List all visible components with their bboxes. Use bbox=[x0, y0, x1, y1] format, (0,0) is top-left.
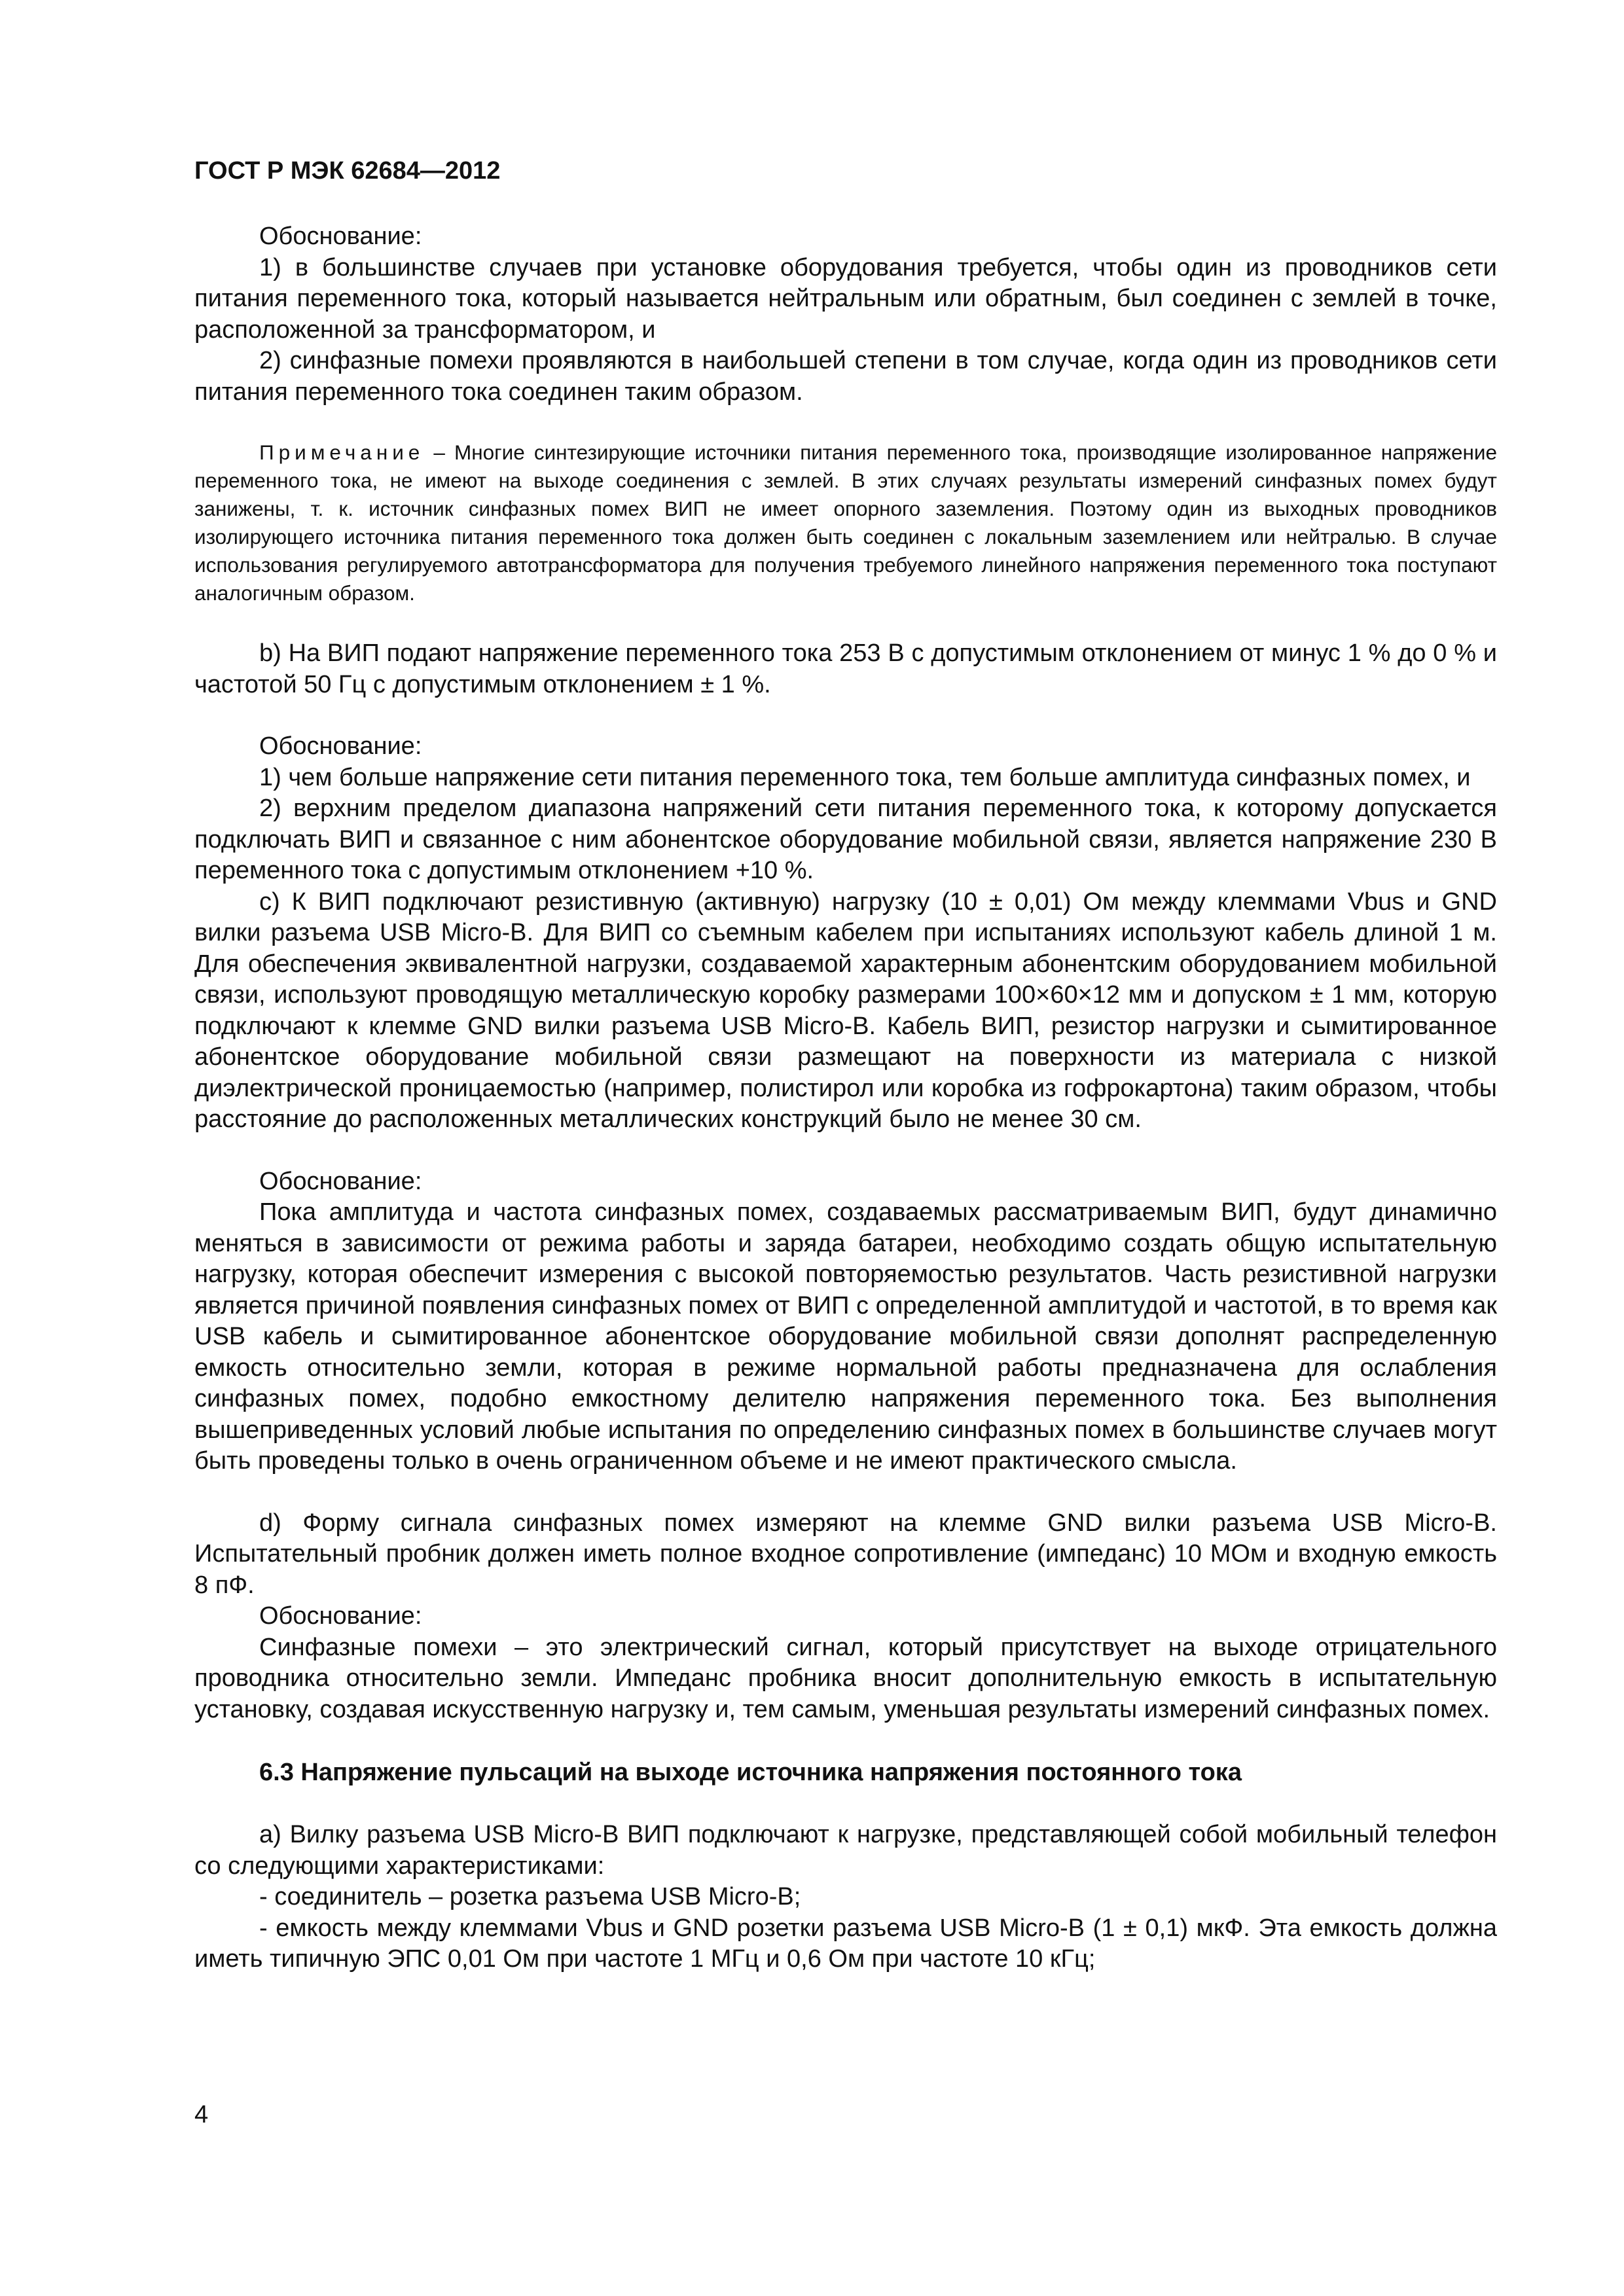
paragraph: Пока амплитуда и частота синфазных помех, создаваемых рассматриваемым ВИП, будут динамично меняться в зависимости от режима работы и заряда батареи, необходимо создать общую испытательную нагрузку, которая обеспечит измерения с высокой повторяемостью результатов. Часть резистивной нагрузки является причиной появления синфазных помех от ВИП с определенной амплитудой и частотой, в то время как USB кабель и сымитированное абонентское оборудование мобильной связи дополнят распределенную емкость относительно земли, которая в режиме нормальной работы предназначена для ослабления синфазных помех, подобно емкостному делителю напряжения переменного тока. Без выполнения вышеприведенных условий любые испытания по определению синфазных помех в большинстве случаев могут быть проведены только в очень ограниченном объеме и не имеют практического смысла. bbox=[194, 1198, 1497, 1475]
paragraph-item-d: d) Форму сигнала синфазных помех измеряют на клемме GND вилки разъема USB Micro-B. Испытательный пробник должен иметь полное входное сопротивление (импеданс) 10 МОм и входную емкость 8 пФ. bbox=[194, 1509, 1497, 1599]
paragraph-justification-1: Обоснование: bbox=[259, 223, 422, 250]
list-item: - соединитель – розетка разъема USB Micro-B; bbox=[259, 1883, 801, 1910]
paragraph: 1) в большинстве случаев при установке оборудования требуется, чтобы один из проводников сети питания переменного тока, который называется нейтральным или обратным, был соединен с землей в точке, расположенной за трансформатором, и bbox=[194, 253, 1497, 344]
document-page bbox=[194, 154, 1497, 1975]
paragraph: Синфазные помехи – это электрический сигнал, который присутствует на выходе отрицательного проводника относительно земли. Импеданс пробника вносит дополнительную емкость в испытательную установку, создавая искусственную нагрузку и, тем самым, уменьшая результаты измерений синфазных помех. bbox=[194, 1633, 1497, 1723]
note-paragraph bbox=[194, 439, 1497, 607]
page-number: 4 bbox=[194, 2101, 209, 2128]
note-text: – Многие синтезирующие источники питания переменного тока, производящие изолированное напряжение переменного тока, не имеют на выходе соединения с землей. В этих случаях результаты измерений синфазных помех будут занижены, т. к. источник синфазных помех ВИП не имеет опорного заземления. Поэтому один из выходных проводников изолирующего источника питания переменного тока должен быть соединен с локальным заземлением или нейтралью. В случае использования регулируемого автотрансформатора для получения требуемого линейного напряжения переменного тока поступают аналогичным образом. bbox=[194, 440, 1497, 605]
paragraph-justification-4: Обоснование: bbox=[259, 1602, 422, 1630]
paragraph-item-b: b) На ВИП подают напряжение переменного тока 253 В с допустимым отклонением от минус 1 % до 0 % и частотой 50 Гц с допустимым отклонением ± 1 %. bbox=[194, 639, 1497, 698]
section-heading-6-3: 6.3 Напряжение пульсаций на выходе источника напряжения постоянного тока bbox=[259, 1759, 1242, 1786]
paragraph-item-a: а) Вилку разъема USB Micro-B ВИП подключают к нагрузке, представляющей собой мобильный телефон со следующими характеристиками: bbox=[194, 1821, 1497, 1880]
paragraph: 1) чем больше напряжение сети питания переменного тока, тем больше амплитуда синфазных помех, и bbox=[259, 763, 1471, 791]
paragraph-justification-3: Обоснование: bbox=[259, 1167, 422, 1195]
note-label: Примечание bbox=[259, 440, 425, 464]
paragraph-item-c: с) К ВИП подключают резистивную (активную) нагрузку (10 ± 0,01) Ом между клеммами Vbus и GND вилки разъема USB Micro-B. Для ВИП со съемным кабелем при испытаниях используют кабель длиной 1 м. Для обеспечения эквивалентной нагрузки, создаваемой характерным абонентским оборудованием мобильной связи, используют проводящую металлическую коробку размерами 100×60×12 мм и допуском ± 1 мм, которую подключают к клемме GND вилки разъема USB Micro-B. Кабель ВИП, резистор нагрузки и сымитированное абонентское оборудование мобильной связи размещают на поверхности из материала с низкой диэлектрической проницаемостью (например, полистирол или коробка из гофрокартона) таким образом, чтобы расстояние до расположенных металлических конструкций было не менее 30 см. bbox=[194, 888, 1497, 1133]
list-item: - емкость между клеммами Vbus и GND розетки разъема USB Micro-B (1 ± 0,1) мкФ. Эта емкость должна иметь типичную ЭПС 0,01 Ом при частоте 1 МГц и 0,6 Ом при частоте 10 кГц; bbox=[194, 1914, 1497, 1973]
paragraph: 2) синфазные помехи проявляются в наибольшей степени в том случае, когда один из проводников сети питания переменного тока соединен таким образом. bbox=[194, 347, 1497, 406]
document-header: ГОСТ Р МЭК 62684—2012 bbox=[194, 157, 501, 185]
paragraph: 2) верхним пределом диапазона напряжений сети питания переменного тока, к которому допускается подключать ВИП и связанное с ним абонентское оборудование мобильной связи, является напряжение 230 В переменного тока с допустимым отклонением +10 %. bbox=[194, 795, 1497, 884]
paragraph-justification-2: Обоснование: bbox=[259, 732, 422, 760]
